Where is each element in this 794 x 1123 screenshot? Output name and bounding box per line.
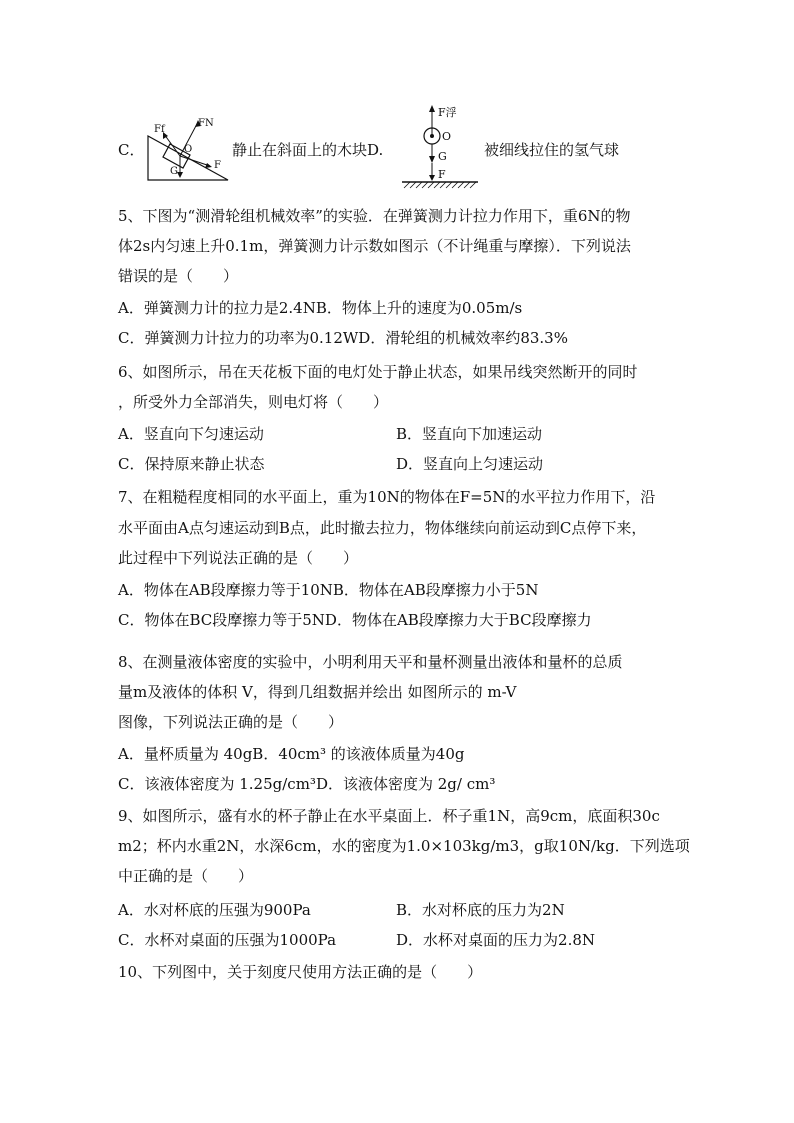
label-o-balloon: O: [442, 130, 452, 143]
label-g-balloon: G: [438, 150, 447, 163]
q8-line-1: 8、在测量液体密度的实验中，小明利用天平和量杯测量出液体和量杯的总质: [118, 653, 623, 671]
q8-line-2: 量m及液体的体积 V，得到几组数据并绘出 如图所示的 m-V: [118, 683, 517, 701]
q5-line-2: 体2s内匀速上升0.1m，弹簧测力计示数如图示（不计绳重与摩擦）．下列说法: [118, 237, 631, 255]
q6-line-2: ，所受外力全部消失，则电灯将（ ）: [118, 393, 389, 411]
q5-option-cd: C．弹簧测力计拉力的功率为0.12WD．滑轮组的机械效率约83.3%: [118, 329, 568, 347]
q7-option-ab: A．物体在AB段摩擦力等于10NB．物体在AB段摩擦力小于5N: [118, 581, 539, 599]
q7-option-cd: C．物体在BC段摩擦力等于5ND．物体在AB段摩擦力大于BC段摩擦力: [118, 611, 592, 629]
q6-option-c: C．保持原来静止状态: [118, 455, 265, 473]
q8-line-3: 图像，下列说法正确的是（ ）: [118, 713, 344, 731]
q6-option-b: B．竖直向下加速运动: [396, 425, 543, 443]
q9-option-a: A．水对杯底的压强为900Pa: [118, 901, 311, 919]
q7-line-1: 7、在粗糙程度相同的水平面上，重为10N的物体在F=5N的水平拉力作用下，沿: [118, 488, 656, 506]
q5-option-ab: A．弹簧测力计的拉力是2.4NB．物体上升的速度为0.05m/s: [118, 299, 523, 317]
q6-option-d: D．竖直向上匀速运动: [396, 455, 544, 473]
label-f-string: F: [438, 168, 446, 181]
option-d-caption: 被细线拉住的氢气球: [484, 141, 620, 159]
q9-option-c: C．水杯对桌面的压强为1000Pa: [118, 931, 337, 949]
q6-option-a: A．竖直向下匀速运动: [118, 425, 264, 443]
label-ff: Ff: [154, 124, 165, 135]
q9-option-b: B．水对杯底的压力为2N: [396, 901, 565, 919]
q8-option-cd: C．该液体密度为 1.25g/cm³D．该液体密度为 2g/ cm³: [118, 775, 496, 793]
option-c-caption: 静止在斜面上的木块D.: [232, 141, 384, 159]
q7-line-2: 水平面由A点匀速运动到B点，此时撤去拉力，物体继续向前运动到C点停下来，: [118, 519, 647, 537]
q5-line-3: 错误的是（ ）: [118, 267, 239, 285]
q6-line-1: 6、如图所示，吊在天花板下面的电灯处于静止状态，如果吊线突然断开的同时: [118, 363, 638, 381]
label-fn: FN: [198, 118, 214, 129]
label-o: O: [184, 144, 193, 155]
q9-line-3: 中正确的是（ ）: [118, 867, 254, 885]
q9-line-2: m2；杯内水重2N，水深6cm，水的密度为1.0×103kg/m3，g取10N/kg．下列选项: [118, 837, 690, 855]
balloon-figure: [398, 100, 482, 190]
option-c-label: C．: [118, 141, 145, 159]
q10-line-1: 10、下列图中，关于刻度尺使用方法正确的是（ ）: [118, 963, 483, 981]
label-f-buoyancy: F浮: [438, 106, 457, 119]
q5-line-1: 5、下图为“测滑轮组机械效率”的实验．在弹簧测力计拉力作用下，重6N的物: [118, 207, 631, 225]
q9-line-1: 9、如图所示，盛有水的杯子静止在水平桌面上．杯子重1N，高9cm，底面积30c: [118, 807, 660, 825]
q9-option-d: D．水杯对桌面的压力为2.8N: [396, 931, 596, 949]
label-g: G: [170, 166, 178, 177]
q8-option-ab: A．量杯质量为 40gB．40cm³ 的该液体质量为40g: [118, 745, 465, 763]
label-f: F: [214, 160, 221, 171]
q7-line-3: 此过程中下列说法正确的是（ ）: [118, 549, 359, 567]
incline-block-figure: [140, 108, 232, 184]
